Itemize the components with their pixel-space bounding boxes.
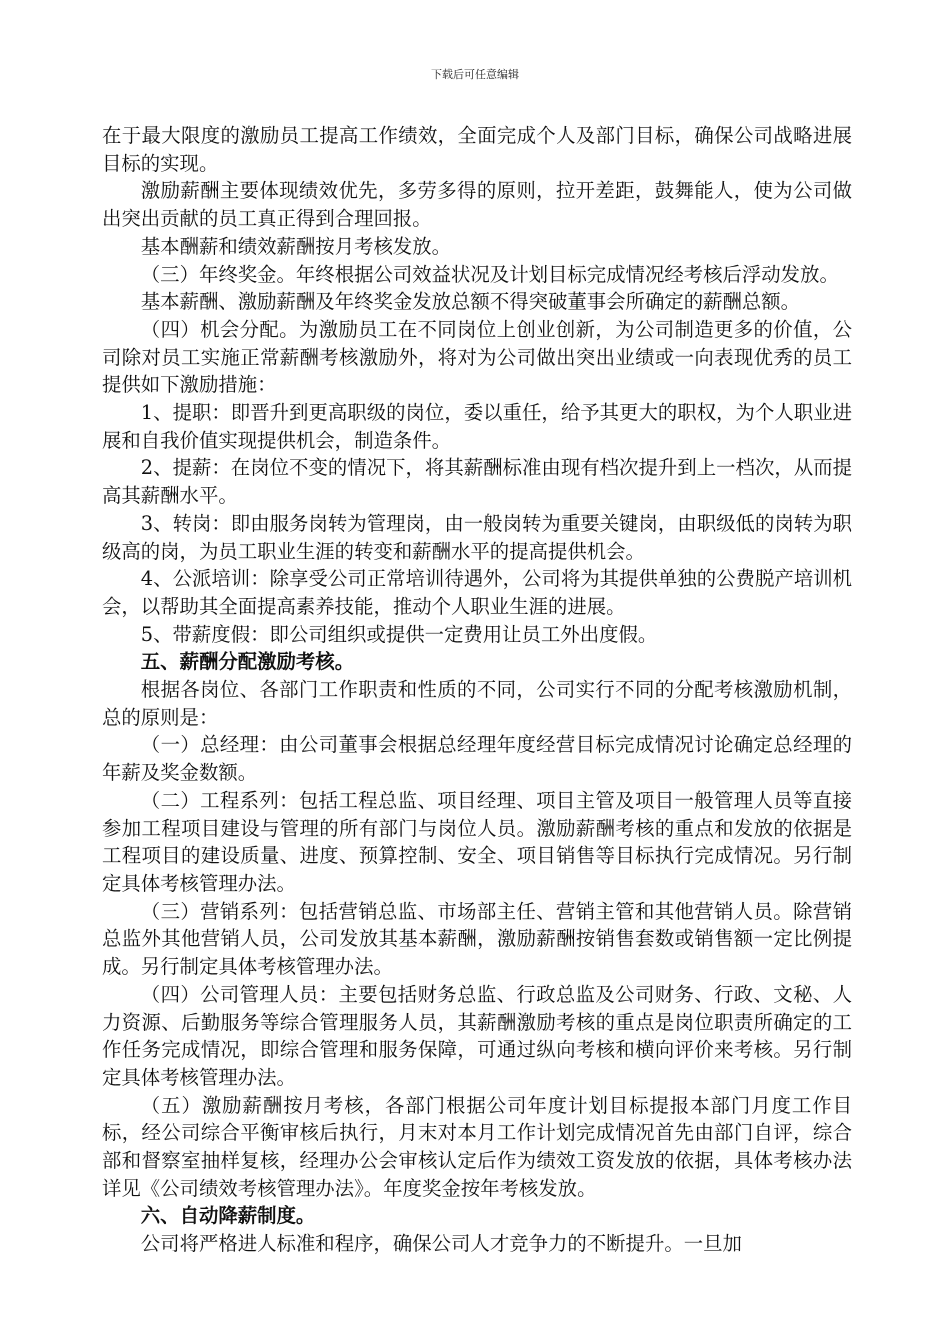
- body-paragraph: 基本酬薪和绩效薪酬按月考核发放。: [140, 234, 452, 258]
- body-paragraph: （五）激励薪酬按月考核，各部门根据公司年度计划目标提报本部门月度工作目标，经公司综合平衡审核后执行，月末对本月工作计划完成情况首先由部门自评，综合部和督察室抽样复核，经理办公会审核认定后作为绩效工资发放的依据，具体考核办法详见《公司绩效考核管理办法》。年度奖金按年考核发放。: [102, 1093, 852, 1200]
- body-paragraph: 1、提职：即晋升到更高职级的岗位，委以重任，给予其更大的职权，为个人职业进展和自我价值实现提供机会，制造条件。: [102, 401, 852, 452]
- body-paragraph: 5、带薪度假：即公司组织或提供一定费用让员工外出度假。: [140, 622, 658, 646]
- body-paragraph: 在于最大限度的激励员工提高工作绩效，全面完成个人及部门目标，确保公司战略进展目标的实现。: [102, 124, 852, 175]
- body-paragraph: （三）年终奖金。年终根据公司效益状况及计划目标完成情况经考核后浮动发放。: [140, 262, 839, 286]
- body-paragraph: 4、公派培训：除享受公司正常培训待遇外，公司将为其提供单独的公费脱产培训机会，以帮助其全面提高素养技能，推动个人职业生涯的进展。: [102, 567, 852, 618]
- body-paragraph: （三）营销系列：包括营销总监、市场部主任、营销主管和其他营销人员。除营销总监外其他营销人员，公司发放其基本薪酬，激励薪酬按销售套数或销售额一定比例提成。另行制定具体考核管理办法。: [102, 899, 852, 979]
- body-paragraph: 3、转岗：即由服务岗转为管理岗，由一般岗转为重要关键岗，由职级低的岗转为职级高的岗，为员工职业生涯的转变和薪酬水平的提高提供机会。: [102, 511, 852, 563]
- section-heading: 六、自动降薪制度。: [140, 1204, 316, 1228]
- body-paragraph: （四）机会分配。为激励员工在不同岗位上创业创新，为公司制造更多的价值，公司除对员工实施正常薪酬考核激励外，将对为公司做出突出业绩或一向表现优秀的员工提供如下激励措施：: [102, 317, 852, 397]
- body-paragraph: 根据各岗位、各部门工作职责和性质的不同，公司实行不同的分配考核激励机制，总的原则是：: [102, 678, 852, 729]
- body-paragraph: （一）总经理：由公司董事会根据总经理年度经营目标完成情况讨论确定总经理的年薪及奖金数额。: [102, 733, 852, 785]
- body-paragraph: 基本薪酬、激励薪酬及年终奖金发放总额不得突破董事会所确定的薪酬总额。: [140, 290, 801, 314]
- body-paragraph: 激励薪酬主要体现绩效优先，多劳多得的原则，拉开差距，鼓舞能人，使为公司做出突出贡献的员工真正得到合理回报。: [102, 179, 852, 231]
- body-paragraph: （四）公司管理人员：主要包括财务总监、行政总监及公司财务、行政、文秘、人力资源、后勤服务等综合管理服务人员，其薪酬激励考核的重点是岗位职责所确定的工作任务完成情况，即综合管理和服务保障，可通过纵向考核和横向评价来考核。另行制定具体考核管理办法。: [102, 982, 852, 1089]
- body-paragraph: （二）工程系列：包括工程总监、项目经理、项目主管及项目一般管理人员等直接参加工程项目建设与管理的所有部门与岗位人员。激励薪酬考核的重点和发放的依据是工程项目的建设质量、进度、预算控制、安全、项目销售等目标执行完成情况。另行制定具体考核管理办法。: [102, 788, 852, 895]
- document-body: [102, 122, 852, 1258]
- section-heading: 五、薪酬分配激励考核。: [140, 650, 355, 674]
- body-paragraph: 2、提薪：在岗位不变的情况下，将其薪酬标准由现有档次提升到上一档次，从而提高其薪酬水平。: [102, 456, 852, 508]
- body-paragraph: 公司将严格进人标准和程序，确保公司人才竞争力的不断提升。一旦加: [140, 1232, 742, 1256]
- page-header: 下载后可任意编辑: [431, 68, 519, 81]
